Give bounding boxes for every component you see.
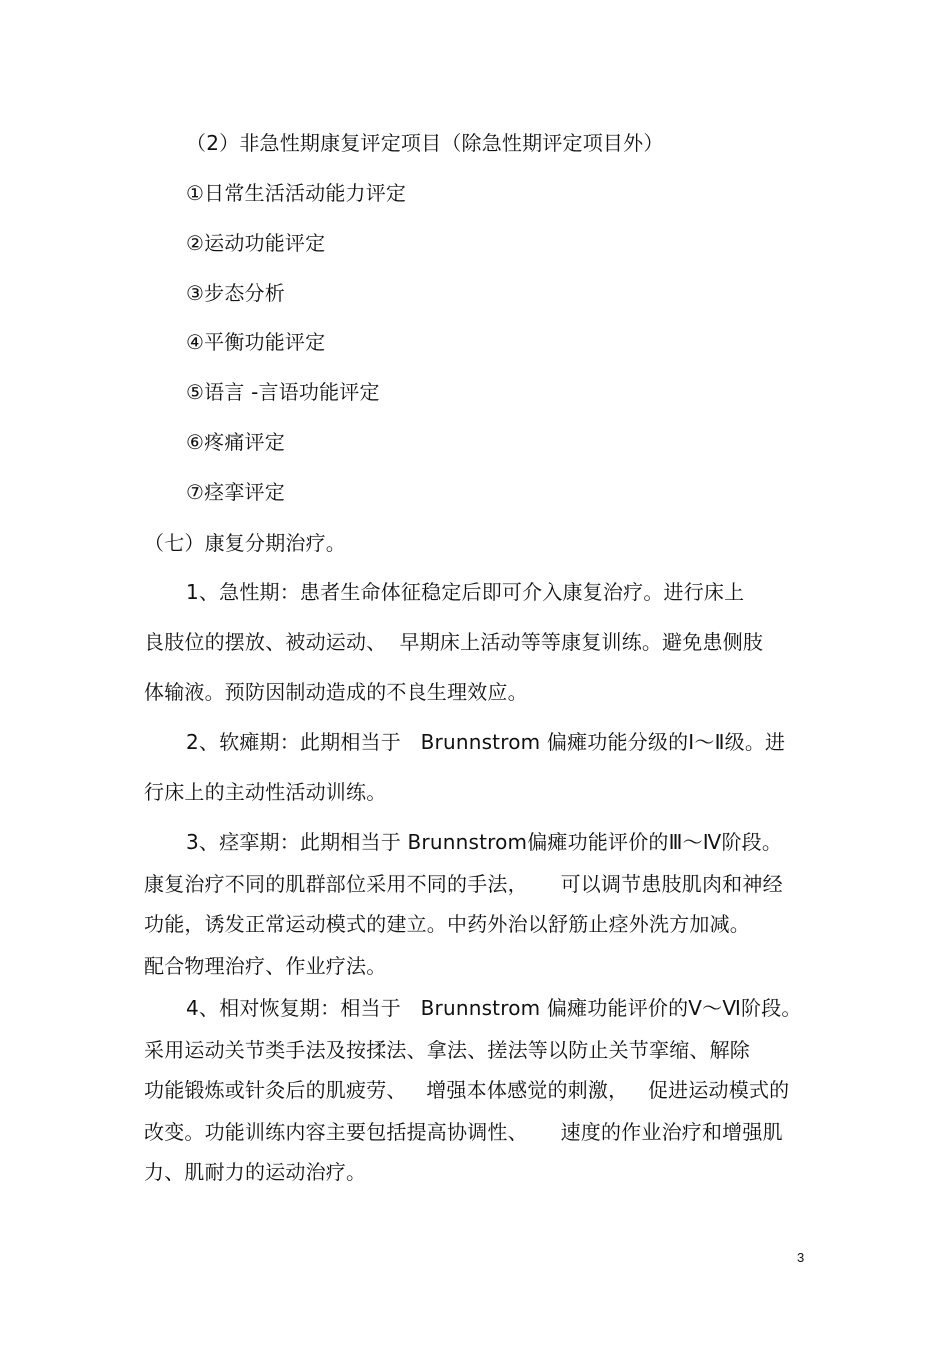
list-item-balance-assessment: ④平衡功能评定 [186,330,326,354]
paragraph-flaccid-line-2: 行床上的主动性活动训练。 [144,780,387,804]
paragraph-acute-line-1: 1、急性期：患者生命体征稳定后即可介入康复治疗。进行床上 [186,580,745,604]
section-heading-staged-treatment: （七）康复分期治疗。 [144,531,346,555]
list-item-spasticity-assessment: ⑦痉挛评定 [186,480,285,504]
paragraph-recovery-line-1: 4、相对恢复期：相当于 Brunnstrom 偏瘫功能评价的Ⅴ～Ⅵ阶段。 [186,996,802,1020]
paragraph-recovery-line-5: 力、肌耐力的运动治疗。 [144,1160,367,1184]
paragraph-flaccid-line-1: 2、软瘫期：此期相当于 Brunnstrom 偏瘫功能分级的Ⅰ～Ⅱ级。进 [186,730,786,754]
list-item-pain-assessment: ⑥疼痛评定 [186,430,285,454]
paragraph-spastic-line-4: 配合物理治疗、作业疗法。 [144,954,387,978]
list-item-gait-analysis: ③步态分析 [186,281,285,305]
page-number: 3 [797,1250,805,1265]
section-heading-nonacute-assessment: （2）非急性期康复评定项目（除急性期评定项目外） [186,131,664,155]
paragraph-spastic-line-3: 功能，诱发正常运动模式的建立。中药外治以舒筋止痉外洗方加减。 [144,912,750,936]
paragraph-recovery-line-3: 功能锻炼或针灸后的肌疲劳、 增强本体感觉的刺激， 促进运动模式的 [144,1078,790,1102]
list-item-speech-language-assessment: ⑤语言 -言语功能评定 [186,380,380,404]
paragraph-spastic-line-2: 康复治疗不同的肌群部位采用不同的手法， 可以调节患肢肌肉和神经 [144,872,783,896]
paragraph-recovery-line-4: 改变。功能训练内容主要包括提高协调性、 速度的作业治疗和增强肌 [144,1120,783,1144]
paragraph-recovery-line-2: 采用运动关节类手法及按揉法、拿法、搓法等以防止关节挛缩、解除 [144,1038,750,1062]
paragraph-spastic-line-1: 3、痉挛期：此期相当于 Brunnstrom偏瘫功能评价的Ⅲ～Ⅳ阶段。 [186,830,783,854]
list-item-motor-function-assessment: ②运动功能评定 [186,231,326,255]
paragraph-acute-line-2: 良肢位的摆放、被动运动、 早期床上活动等等康复训练。避免患侧肢 [144,630,764,654]
paragraph-acute-line-3: 体输液。预防因制动造成的不良生理效应。 [144,680,528,704]
list-item-adl-assessment: ①日常生活活动能力评定 [186,181,407,205]
